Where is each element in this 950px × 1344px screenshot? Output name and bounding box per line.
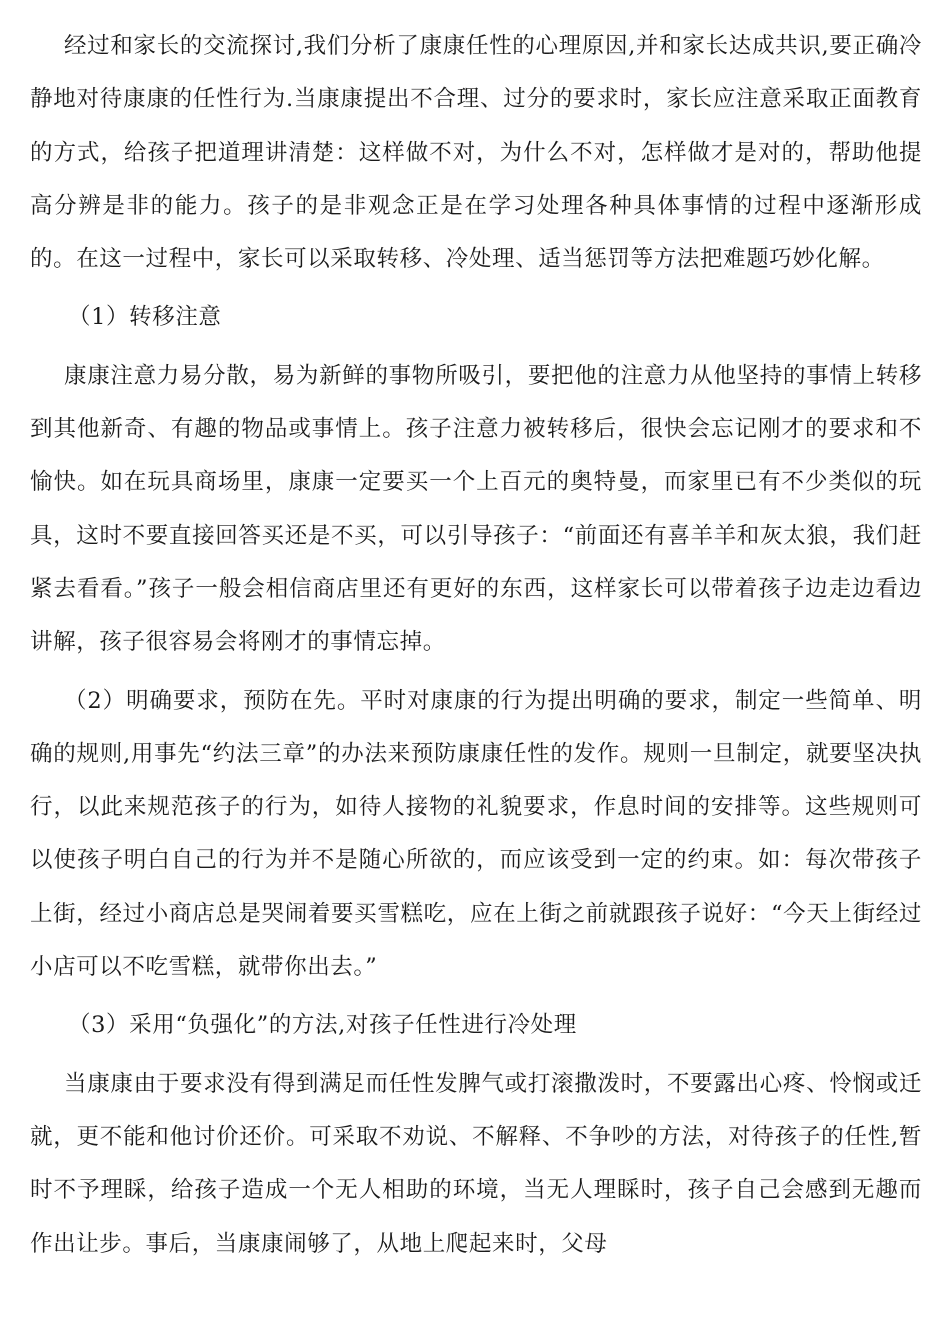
paragraph-intro: 经过和家长的交流探讨,我们分析了康康任性的心理原因,并和家长达成共识,要正确冷静地对待康康的任性行为.当康康提出不合理、过分的要求时，家长应注意采取正面教育的方式，给孩子把道理讲清楚：这样做不对，为什么不对，怎样做才是对的，帮助他提高分辨是非的能力。孩子的是非观念正是在学习处理各种具体事情的过程中逐渐形成的。在这一过程中，家长可以采取转移、冷处理、适当惩罚等方法把难题巧妙化解。: [30, 33, 922, 273]
section-heading-shift-attention: （1）转移注意: [68, 304, 222, 331]
paragraph-clear-rules: （2）明确要求，预防在先。平时对康康的行为提出明确的要求，制定一些简单、明确的规则,用事先“约法三章”的办法来预防康康任性的发作。规则一旦制定，就要坚决执行，以此来规范孩子的行为，如待人接物的礼貌要求，作息时间的安排等。这些规则可以使孩子明白自己的行为并不是随心所欲的，而应该受到一定的约束。如：每次带孩子上街，经过小商店总是哭闹着要买雪糕吃，应在上街之前就跟孩子说好：“今天上街经过小店可以不吃雪糕，就带你出去。”: [30, 687, 922, 981]
paragraph-cold-treatment: 当康康由于要求没有得到满足而任性发脾气或打滚撒泼时，不要露出心疼、怜悯或迁就，更不能和他讨价还价。可采取不劝说、不解释、不争吵的方法，对待孩子的任性,暂时不予理睬，给孩子造成一个无人相助的环境，当无人理睬时，孩子自己会感到无趣而作出让步。事后，当康康闹够了，从地上爬起来时，父母: [30, 1070, 922, 1257]
paragraph-shift-attention: 康康注意力易分散，易为新鲜的事物所吸引，要把他的注意力从他坚持的事情上转移到其他新奇、有趣的物品或事情上。孩子注意力被转移后，很快会忘记刚才的要求和不愉快。如在玩具商场里，康康一定要买一个上百元的奥特曼，而家里已有不少类似的玩具，这时不要直接回答买还是不买，可以引导孩子：“前面还有喜羊羊和灰太狼，我们赶紧去看看。”孩子一般会相信商店里还有更好的东西，这样家长可以带着孩子边走边看边讲解，孩子很容易会将刚才的事情忘掉。: [30, 362, 922, 656]
section-heading-negative-reinforcement: （3）采用“负强化”的方法,对孩子任性进行冷处理: [68, 1012, 577, 1039]
document-page: [30, 20, 922, 1276]
